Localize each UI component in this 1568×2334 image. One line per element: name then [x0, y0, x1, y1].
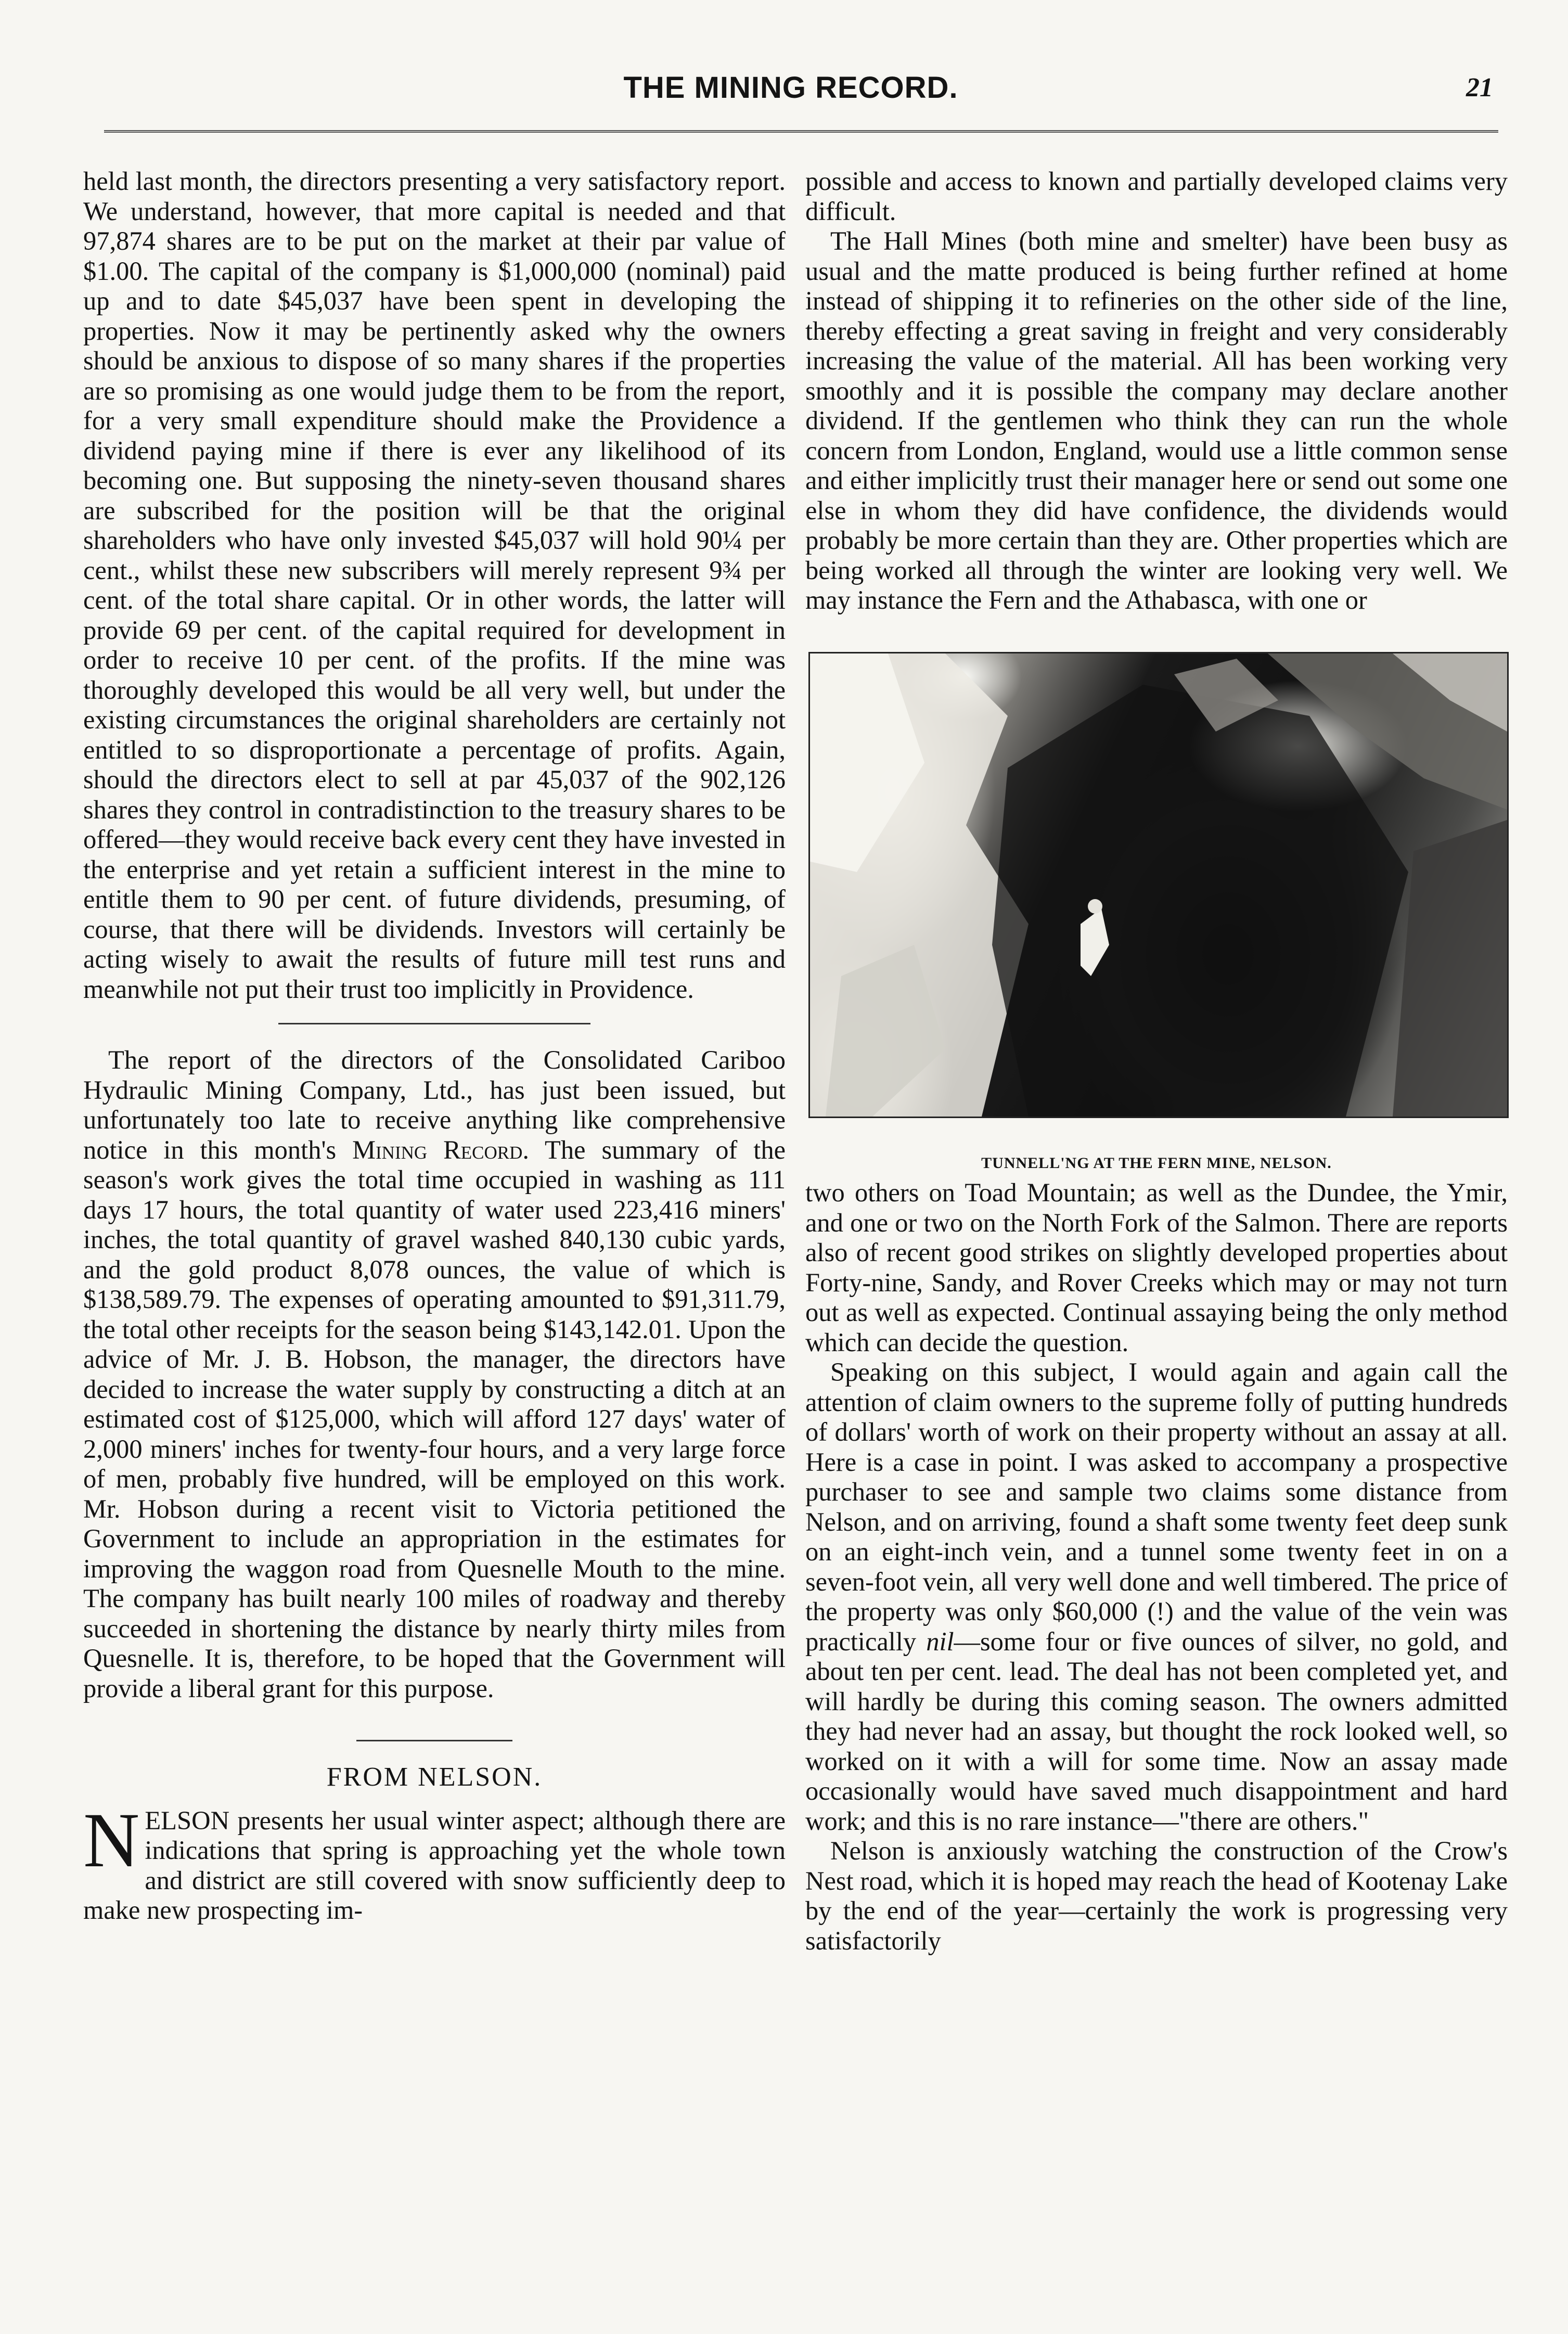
- section-separator: [278, 1023, 590, 1024]
- crows-nest-paragraph: Nelson is anxiously watching the construction of the Crow's Nest road, which it is hoped may reach the head of Kootenay Lake by the end of the year—certainly the work is progressing very satisfactorily: [805, 1836, 1508, 1955]
- cariboo-text-b: . The summary of the season's work gives the total time occupied in washing as 111 days 17 hours, the total quantity of water used 223,416 miners' inches, the total quantity of gravel washed 840,130 cubic yards, and the gold product 8,078 ounces, the value of which is $138,589.79. The expenses of operating amounted to $91,311.79, the total other receipts for the season being $143,142.01. Upon the advice of Mr. J. B. Hobson, the manager, the directors have decided to increase the water supply by constructing a ditch at an estimated cost of $125,000, which will afford 127 days' water of 2,000 miners' inches for twenty-four hours, and a very large force of men, probably five hundred, will be employed on this work. Mr. Hobson during a recent visit to Victoria petitioned the Government to include an appropriation in the estimates for improving the waggon road from Quesnelle Mouth to the mine. The company has built nearly 100 miles of roadway and thereby succeeded in shortening the distance by nearly thirty miles from Quesnelle. It is, therefore, to be hoped that the Government will provide a liberal grant for this purpose.: [83, 1135, 786, 1703]
- cariboo-report-paragraph: [83, 1045, 786, 1703]
- right-column: [805, 166, 1508, 1956]
- section-separator: [356, 1740, 512, 1741]
- nelson-intro-text: presents her usual winter aspect; although there are indications that spring is approaching yet the whole town and district are still covered with snow sufficiently deep to make new prospecting im-: [83, 1805, 786, 1925]
- page-number: 21: [1466, 73, 1493, 102]
- toad-mountain-paragraph: two others on Toad Mountain; as well as the Dundee, the Ymir, and one or two on the North Fork of the Salmon. There are reports also of recent good strikes on slightly developed properties about Forty-nine, Sandy, and Rover Creeks which may or may not turn out as well as expected. Continual assaying being the only method which can decide the question.: [805, 1178, 1508, 1357]
- continued-paragraph: possible and access to known and partially developed claims very difficult.: [805, 166, 1508, 226]
- running-title: THE MINING RECORD.: [623, 71, 958, 105]
- drop-cap: N: [83, 1797, 140, 1883]
- figure-caption: TUNNELL'NG AT THE FERN MINE, NELSON.: [981, 1154, 1332, 1172]
- assay-text-a: Speaking on this subject, I would again and again call the attention of claim owners to the supreme folly of putting hundreds of dollars' worth of work on their property without an assay at all. Here is a case in point. I was asked to accompany a prospective purchaser to see and sample two claims some distance from Nelson, and on arriving, found a shaft some twenty feet deep sunk on an eight-inch vein, and a tunnel some twenty feet in on a seven-foot vein, all very well done and well timbered. The price of the property was only $60,000 (!) and the value of the vein was practically: [805, 1357, 1508, 1656]
- left-column: [83, 166, 786, 1926]
- header-rule: [104, 130, 1498, 133]
- nelson-intro-paragraph: [83, 1797, 786, 1926]
- fern-mine-photo: [808, 652, 1509, 1118]
- photo-texture: [810, 653, 1507, 1117]
- assay-text-b: —some four or five ounces of silver, no gold, and about ten per cent. lead. The deal has not been completed yet, and will hardly be during this coming season. The owners admitted they had never had an assay, but thought the rock looked well, so worked on it with a will for some time. Now an assay made occasionally would have saved much disappointment and hard work; and this is no rare instance—"there are others.": [805, 1626, 1508, 1836]
- mining-record-mention: Mining Record: [352, 1135, 523, 1164]
- figure: [805, 652, 1508, 1178]
- section-title-from-nelson: FROM NELSON.: [326, 1762, 543, 1792]
- assay-paragraph: [805, 1357, 1508, 1836]
- nelson-smallcaps: ELSON: [145, 1805, 230, 1835]
- hall-mines-paragraph: The Hall Mines (both mine and smelter) have been busy as usual and the matte produced is being further refined at home instead of shipping it to refineries on the other side of the line, thereby effecting a great saving in freight and very considerably increasing the value of the material. All has been working very smoothly and it is possible the company may declare another dividend. If the gentlemen who think they can run the whole concern from London, England, would use a little common sense and either implicitly trust their manager here or send out some one else in whom they did have confidence, the dividends would probably be more certain than they are. Other properties which are being worked all through the winter are looking very well. We may instance the Fern and the Athabasca, with one or: [805, 226, 1508, 614]
- page-header: [83, 70, 1498, 133]
- providence-paragraph: held last month, the directors presenting a very satisfactory report. We understand, however, that more capital is needed and that 97,874 shares are to be put on the market at their par value of $1.00. The capital of the company is $1,000,000 (nominal) paid up and to date $45,037 have been spent in developing the properties. Now it may be pertinently asked why the owners should be anxious to dispose of so many shares if the properties are so promising as one would judge them to be from the report, for a very small expenditure should make the Providence a dividend paying mine if there is ever any likelihood of its becoming one. But supposing the ninety-seven thousand shares are subscribed for the position will be that the original shareholders who have only invested $45,037 will hold 90¼ per cent., whilst these new subscribers will merely represent 9¾ per cent. of the total share capital. Or in other words, the latter will provide 69 per cent. of the capital required for development in order to receive 10 per cent. of the profits. If the mine was thoroughly developed this would be all very well, but under the existing circumstances the original shareholders are certainly not entitled to so disproportionate a percentage of profits. Again, should the directors elect to sell at par 45,037 of the 902,126 shares they control in contradistinction to the treasury shares to be offered—they would receive back every cent they have invested in the enterprise and yet retain a sufficient interest in the mine to entitle them to 90 per cent. of future dividends, presuming, of course, that there will be dividends. Investors will certainly be acting wisely to await the results of future mill test runs and meanwhile not put their trust too implicitly in Providence.: [83, 166, 786, 1004]
- nil-emphasis: nil: [926, 1626, 954, 1656]
- cariboo-text-a: The report of the directors of the Consolidated Cariboo Hydraulic Mining Company, Ltd., has just been issued, but unfortunately too late to receive anything like comprehensive notice in this month's: [83, 1045, 786, 1164]
